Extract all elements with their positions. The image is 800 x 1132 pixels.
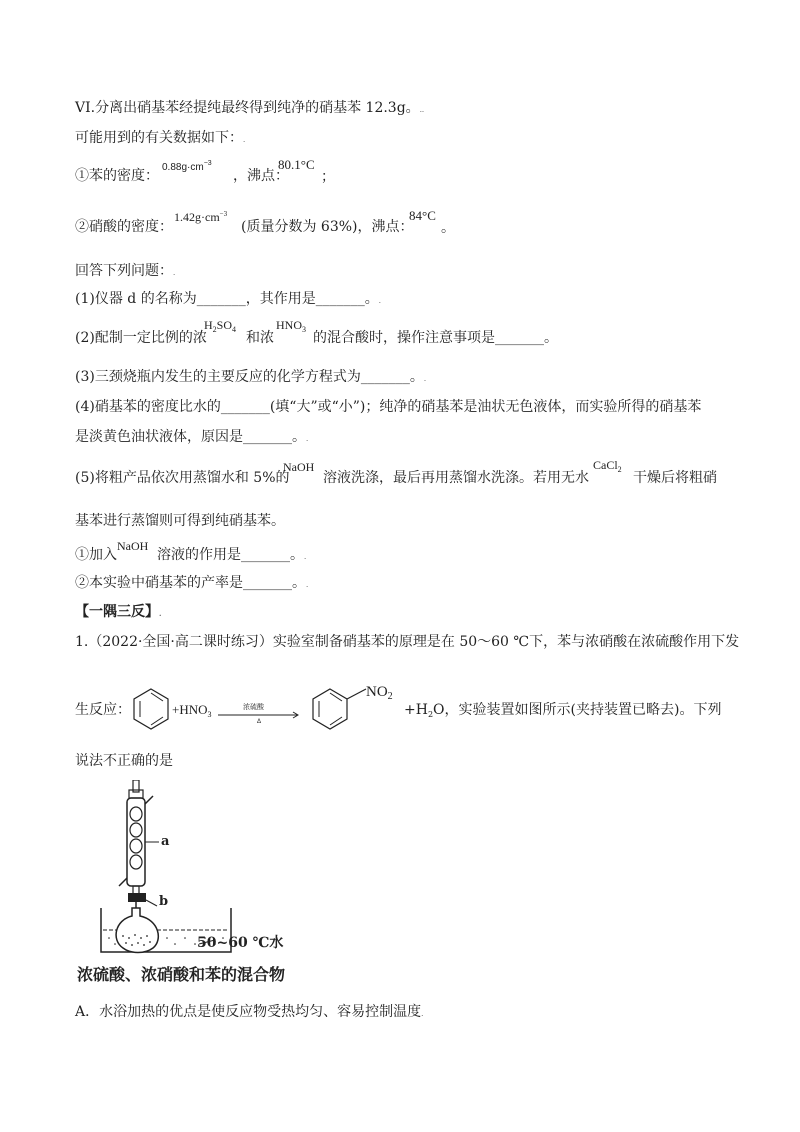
- text: 生反应：: [75, 702, 131, 718]
- dot: .: [159, 609, 162, 618]
- text: a: [161, 834, 170, 849]
- dot: .: [306, 435, 309, 443]
- q5-1-rest: [157, 546, 306, 566]
- line-q5a: [75, 469, 290, 487]
- nitric-text: [241, 218, 414, 236]
- text: 的混合酸时，操作注意事项是_______。: [313, 330, 558, 346]
- text: ①苯的密度：: [75, 168, 159, 184]
- subscript: 3: [302, 325, 306, 334]
- line-ex1c: [75, 752, 173, 770]
- exponent: −3: [219, 210, 228, 218]
- text: 可能用到的有关数据如下：: [75, 130, 243, 146]
- text: ①加入: [75, 547, 117, 563]
- nitric-bp: [409, 207, 436, 225]
- subscript: 4: [232, 325, 237, 334]
- value: 0.88g·cm: [162, 162, 204, 173]
- formula-hno3-reaction: [172, 701, 212, 724]
- subscript: 2: [617, 465, 622, 474]
- benzene-ring-icon: [131, 687, 171, 731]
- line-benzene: [75, 167, 159, 185]
- apparatus-diagram: [95, 780, 325, 960]
- nitric-end: [441, 219, 455, 237]
- line-q2: [75, 329, 207, 347]
- text: b: [159, 894, 169, 909]
- text: O，实验装置如图所示(夹持装置已略去)。下列: [433, 702, 722, 718]
- subscript: 3: [207, 710, 212, 719]
- dot: .: [173, 269, 176, 277]
- section-heading: [75, 603, 161, 623]
- text: 回答下列问题：: [75, 263, 173, 279]
- dot: .: [423, 375, 427, 383]
- option-a: [75, 1003, 423, 1023]
- formula-cacl2: [593, 456, 622, 479]
- symbol: H: [204, 318, 213, 332]
- symbol: +HNO: [172, 702, 208, 717]
- line-q4b: [75, 428, 308, 448]
- label-water-temp: [197, 934, 283, 952]
- value: 1.42g·cm: [174, 210, 220, 224]
- q5-end: [633, 469, 717, 487]
- benzene-density: [162, 155, 212, 177]
- text: 浓硫酸: [243, 704, 264, 711]
- text: ；: [321, 169, 335, 185]
- arrow-condition-bottom: [257, 718, 261, 726]
- text: ②硝酸的密度：: [75, 219, 173, 235]
- dot: .: [243, 136, 246, 144]
- subscript: 2: [212, 325, 217, 334]
- text: 。: [441, 220, 455, 236]
- text: ，沸点：: [233, 168, 289, 184]
- text: 溶液洗涤，最后再用蒸馏水洗涤。若用无水: [323, 470, 589, 486]
- text: (质量分数为 63%)，沸点：: [241, 219, 414, 235]
- line-q5d: [75, 512, 285, 530]
- formula-naoh-2: [117, 537, 148, 555]
- text: 【一隅三反】: [75, 604, 159, 620]
- dot: .: [306, 581, 309, 589]
- formula-naoh: [283, 458, 314, 476]
- text: Δ: [257, 719, 262, 725]
- dot: .: [421, 106, 425, 114]
- text: ②本实验中硝基苯的产率是_______。: [75, 575, 306, 591]
- q2-and: [246, 329, 274, 347]
- dot: .: [378, 297, 381, 305]
- line-q1: [75, 290, 381, 310]
- benzene-end: [321, 168, 335, 186]
- symbol: SO: [216, 318, 233, 332]
- text: 1.（2022·全国·高二课时练习）实验室制备硝基苯的原理是在 50～60 ℃下，苯与浓硝酸在浓硫酸作用下发: [75, 634, 740, 650]
- line-ex1a: [75, 633, 739, 651]
- text: 干燥后将粗硝: [633, 470, 717, 486]
- q2-rest: [313, 329, 558, 347]
- line-answer: [75, 262, 175, 282]
- text: VI.分离出硝基苯经提纯最终得到纯净的硝基苯 12.3g。: [75, 100, 420, 116]
- label-b: [159, 893, 168, 911]
- text: (2)配制一定比例的浓: [75, 330, 207, 346]
- line-q4a: [75, 398, 701, 416]
- reaction-start: [75, 701, 131, 719]
- symbol: NO: [366, 684, 388, 700]
- symbol: NaOH: [117, 539, 149, 553]
- symbol: HNO: [276, 318, 302, 332]
- text: 是淡黄色油状液体，原因是_______。: [75, 429, 306, 445]
- benzene-bp: [278, 156, 315, 174]
- text: 说法不正确的是: [75, 753, 173, 769]
- line-data-intro: [75, 129, 245, 149]
- text: (3)三颈烧瓶内发生的主要反应的化学方程式为_______。: [75, 369, 424, 385]
- value: 84°C: [409, 208, 436, 223]
- symbol: CaCl: [593, 458, 618, 472]
- line-q5-2: [75, 574, 308, 594]
- subscript: 2: [387, 691, 393, 702]
- subscript: 2: [427, 710, 434, 719]
- label-a: [161, 833, 169, 851]
- dot: .: [304, 553, 307, 561]
- text: 溶液的作用是_______。: [157, 547, 304, 563]
- text: (4)硝基苯的密度比水的_______(填“大”或“小”)；纯净的硝基苯是油状无色液体，而实验所得的硝基苯: [75, 399, 702, 415]
- formula-hno3: [276, 316, 306, 339]
- symbol: +H: [404, 702, 428, 718]
- figure-caption: [77, 965, 285, 985]
- line-q3: [75, 368, 426, 388]
- text: 浓硫酸、浓硝酸和苯的混合物: [77, 965, 286, 984]
- formula-h2so4: [204, 316, 236, 339]
- text: (5)将粗产品依次用蒸馏水和 5%的: [75, 470, 290, 486]
- line-nitric: [75, 218, 173, 236]
- exponent: −3: [203, 160, 212, 167]
- text: 50~60 ℃水: [197, 935, 284, 951]
- text: (1)仪器 d 的名称为_______，其作用是_______。: [75, 291, 379, 307]
- text: 基苯进行蒸馏则可得到纯硝基苯。: [75, 513, 285, 529]
- q5-mid: [323, 469, 589, 487]
- formula-no2: [366, 683, 393, 706]
- value: 80.1°C: [278, 157, 315, 172]
- nitric-density: [174, 205, 227, 226]
- dot: .: [421, 1010, 424, 1018]
- text: 和浓: [246, 330, 274, 346]
- symbol: NaOH: [283, 460, 315, 474]
- reaction-end: [404, 701, 721, 724]
- line-q5-1: [75, 546, 117, 564]
- dot: .: [419, 106, 422, 114]
- line-vi: [75, 99, 424, 119]
- text: A．水浴加热的优点是使反应物受热均匀、容易控制温度: [75, 1004, 422, 1020]
- nitrobenzene-ring-icon: [310, 687, 372, 731]
